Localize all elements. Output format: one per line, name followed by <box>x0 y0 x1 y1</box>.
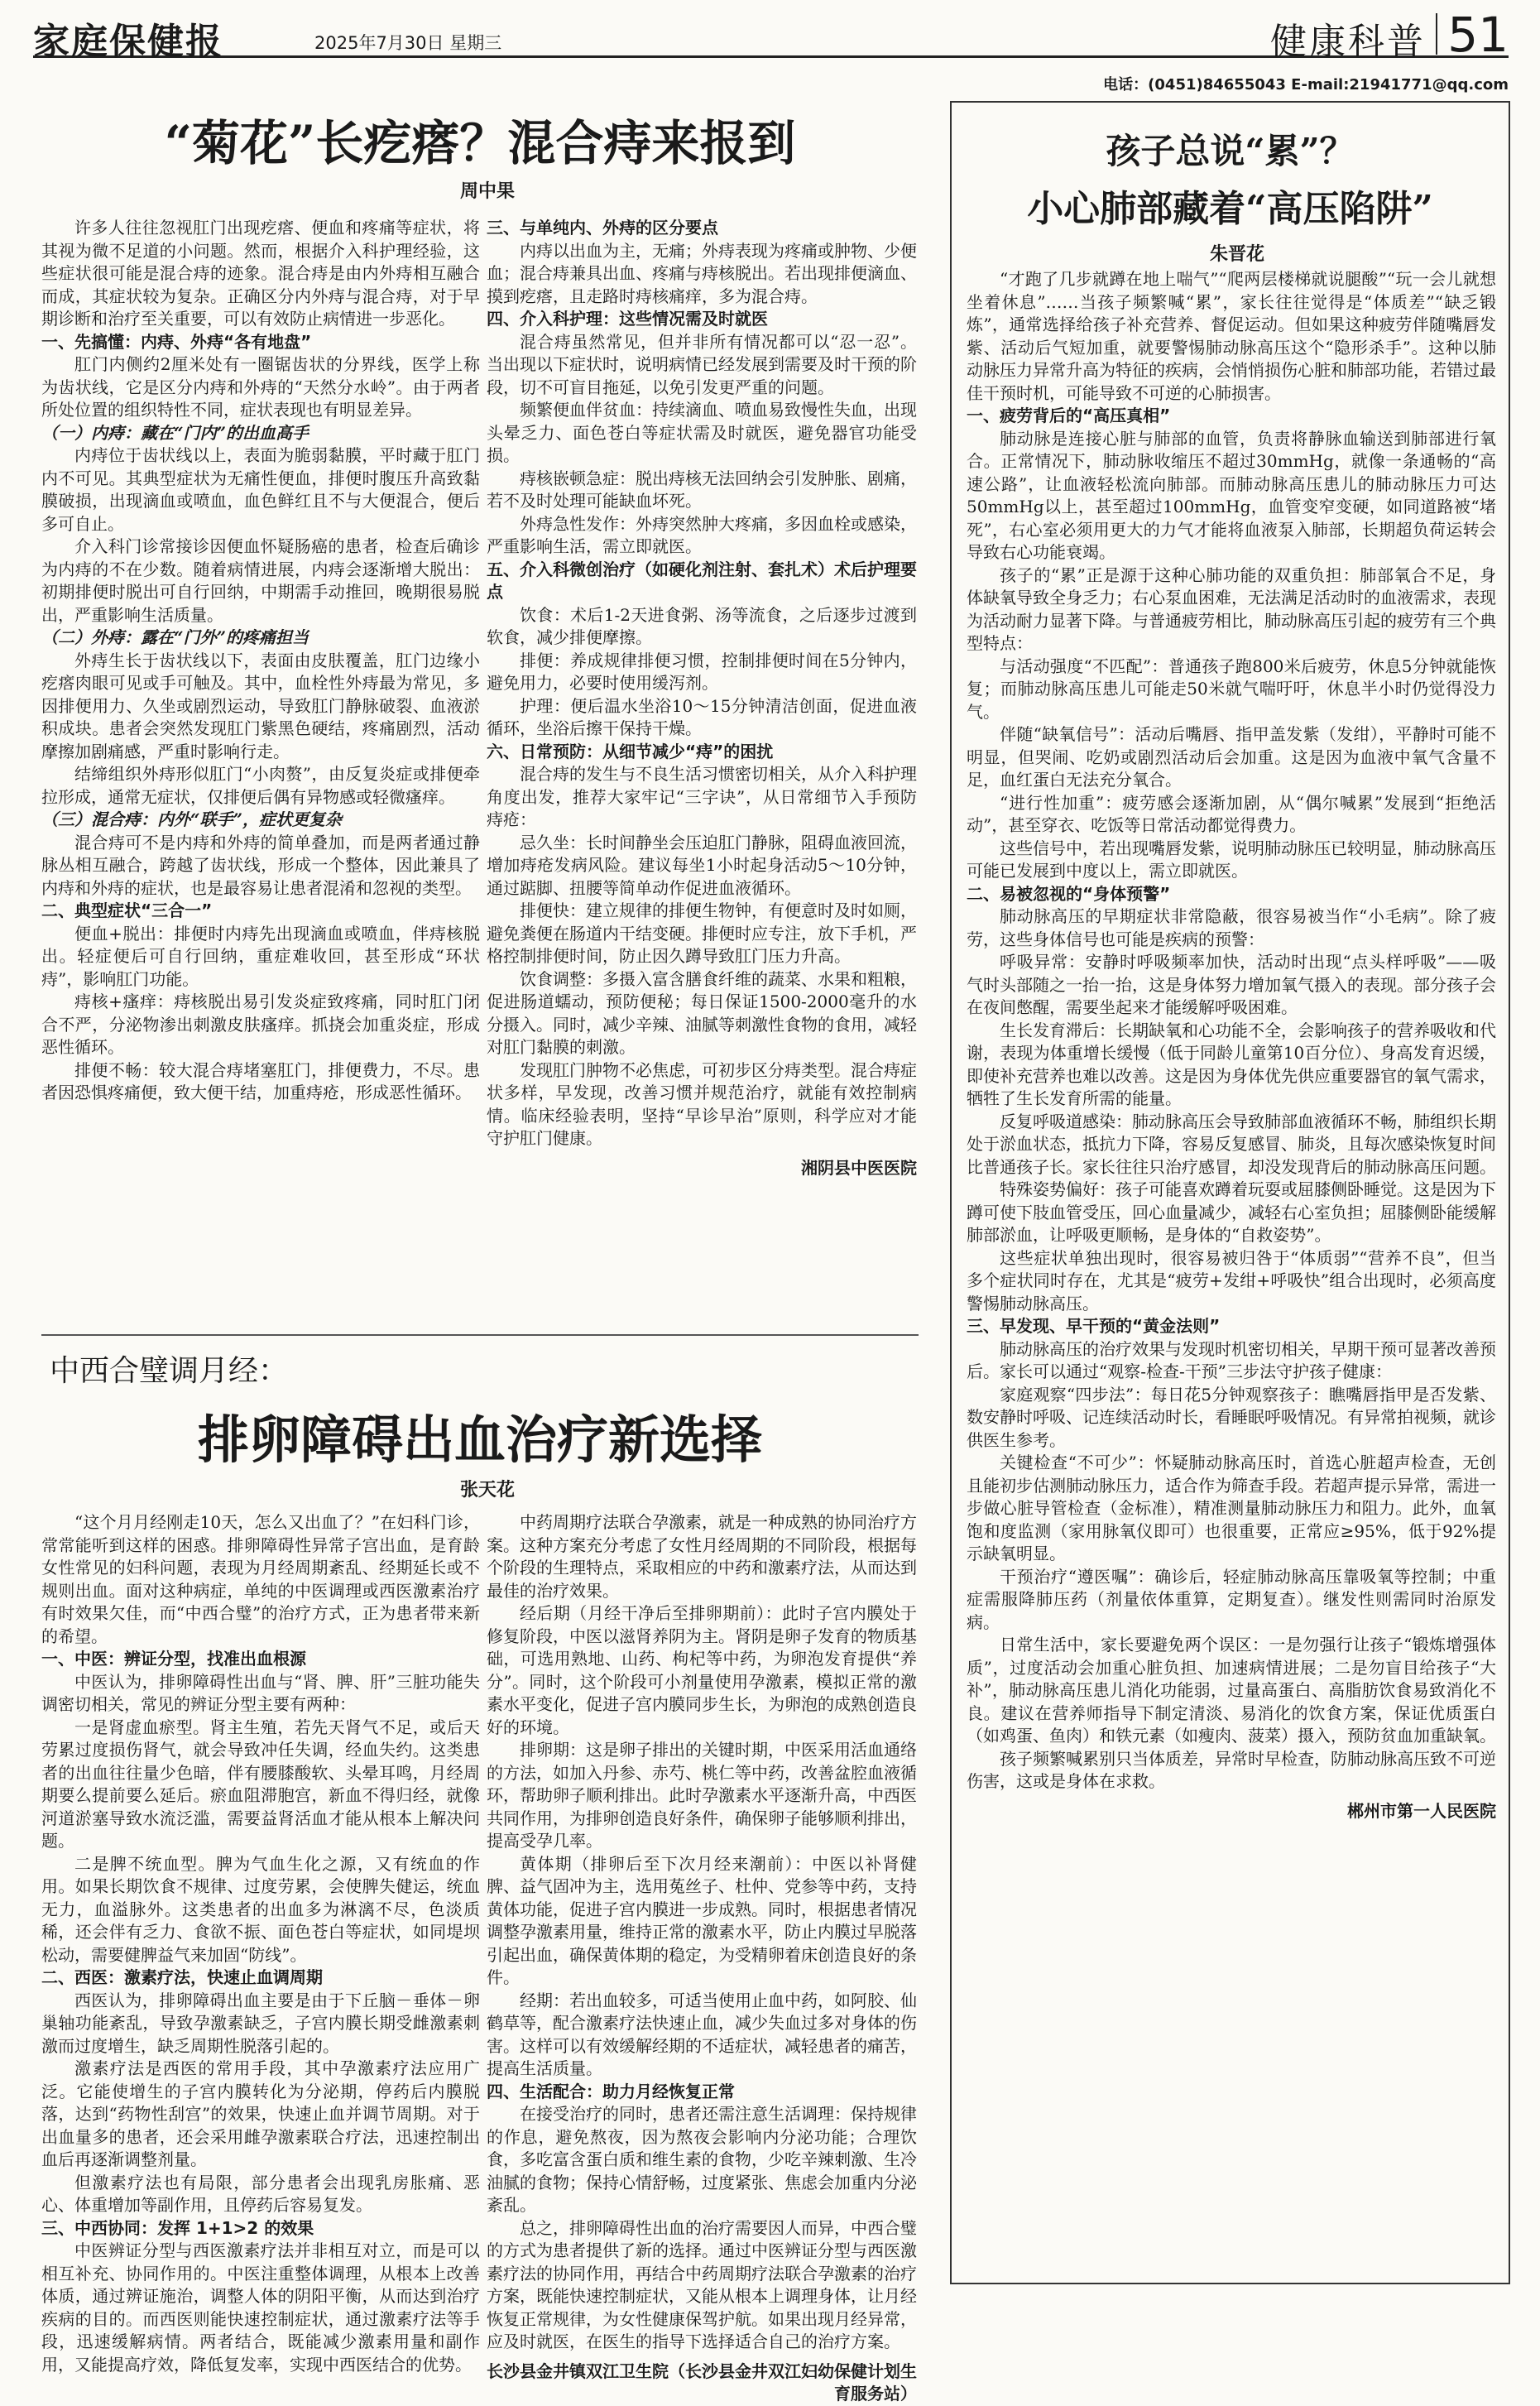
subsection-heading: （一）内痔：藏在“门内”的出血高手 <box>41 422 309 443</box>
paragraph: 与活动强度“不匹配”：普通孩子跑800米后疲劳，休息5分钟就能恢复；而肺动脉高压患儿可能走50米就气喘吁吁，休息半小时仍觉得没力气。 <box>967 656 1496 722</box>
section-heading: 二、典型症状“三合一” <box>41 900 213 920</box>
article1-author: 周中果 <box>460 181 516 202</box>
article2-column-2 <box>487 1511 917 2404</box>
article3-author: 朱晋花 <box>1210 244 1265 265</box>
paragraph: 肺动脉是连接心脏与肺部的血管，负责将静脉血输送到肺部进行氧合。正常情况下，肺动脉收缩压不超过30mmHg，就像一条通畅的“高速公路”，让血液轻松流向肺部。而肺动脉高压患儿的肺动脉压力可达50mmHg以上，甚至超过100mmHg，血管变窄变硬，如同道路被“堵死”，右心室必须用更大的力气才能将血液泵入肺部，长期超负荷运转会导致右心功能衰竭。 <box>967 428 1496 562</box>
paragraph: 伴随“缺氧信号”：活动后嘴唇、指甲盖发紫（发绀），平静时可能不明显，但哭闹、吃奶或剧烈活动后会加重。这是因为血液中氧气含量不足，血红蛋白无法充分氧合。 <box>967 724 1496 790</box>
section-heading: 一、中医：辨证分型，找准出血根源 <box>41 1649 306 1669</box>
paragraph: 生长发育滞后：长期缺氧和心功能不全，会影响孩子的营养吸收和代谢，表现为体重增长缓慢（低于同龄儿童第10百分位）、身高发育迟缓，即使补充营养也难以改善。这是因为身体优先供应重要器官的氧气需求，牺牲了生长发育所需的能量。 <box>967 1020 1496 1108</box>
subsection-heading: （二）外痔：露在“门外”的疼痛担当 <box>41 627 309 647</box>
subsection-heading: （三）混合痔：内外“联手”，症状更复杂 <box>41 809 343 829</box>
paragraph: 黄体期（排卵后至下次月经来潮前）：中医以补肾健脾、益气固冲为主，选用菟丝子、杜仲、党参等中药，支持黄体功能，促进子宫内膜进一步成熟。同时，根据患者情况调整孕激素用量，维持正常的激素水平，防止内膜过早脱落引起出血，确保黄体期的稳定，为受精卵着床创造良好的条件。 <box>487 1853 917 1987</box>
paragraph: 内痔以出血为主，无痛；外痔表现为疼痛或肿物、少便血；混合痔兼具出血、疼痛与痔核脱出。若出现排便滴血、摸到疙瘩，且走路时痔核痛痒，多为混合痔。 <box>487 240 917 306</box>
paragraph: 混合痔可不是内痔和外痔的简单叠加，而是两者通过静脉丛相互融合，跨越了齿状线，形成一个整体，因此兼具了内痔和外痔的症状，也是最容易让患者混淆和忽视的类型。 <box>41 832 480 898</box>
paragraph: 孩子频繁喊累别只当体质差，异常时早检查，防肺动脉高压致不可逆伤害，这或是身体在求救。 <box>967 1748 1496 1791</box>
paragraph: 中医认为，排卵障碍性出血与“肾、脾、肝”三脏功能失调密切相关，常见的辨证分型主要有两种： <box>41 1671 480 1714</box>
paragraph: 忌久坐：长时间静坐会压迫肛门静脉，阻碍血液回流，增加痔疮发病风险。建议每坐1小时起身活动5～10分钟，通过踮脚、扭腰等简单动作促进血液循环。 <box>487 832 917 898</box>
article1-title: “菊花”长疙瘩？混合痔来报到 <box>164 115 796 171</box>
paragraph: 许多人往往忽视肛门出现疙瘩、便血和疼痛等症状，将其视为微不足道的小问题。然而，根据介入科护理经验，这些症状很可能是混合痔的迹象。混合痔是由内外痔相互融合而成，其症状较为复杂。正确区分内外痔与混合痔，对于早期诊断和治疗至关重要，可以有效防止病情进一步恶化。 <box>41 218 480 329</box>
paragraph: “进行性加重”：疲劳感会逐渐加剧，从“偶尔喊累”发展到“拒绝活动”，甚至穿衣、吃饭等日常活动都觉得费力。 <box>967 792 1496 835</box>
paragraph: “才跑了几步就蹲在地上喘气”“爬两层楼梯就说腿酸”“玩一会儿就想坐着休息”……当孩子频繁喊“累”，家长往往觉得是“体质差”“缺乏锻炼”，通常选择给孩子补充营养、督促运动。但如果这种疲劳伴随嘴唇发紫、活动后气短加重，就要警惕肺动脉高压这个“隐形杀手”。这种以肺动脉压力异常升高为特征的疾病，会悄悄损伤心脏和肺部功能，若错过最佳干预时机，可能导致不可逆的心肺损害。 <box>967 269 1496 403</box>
paragraph: 痔核+瘙痒：痔核脱出易引发炎症致疼痛，同时肛门闭合不严，分泌物渗出刺激皮肤瘙痒。抓挠会加重炎症，形成恶性循环。 <box>41 992 480 1057</box>
paragraph: 经期：若出血较多，可适当使用止血中药，如阿胶、仙鹤草等，配合激素疗法快速止血，减少失血过多对身体的伤害。这样可以有效缓解经期的不适症状，减轻患者的痛苦，提高生活质量。 <box>487 1990 917 2078</box>
article2-author: 张天花 <box>460 1480 516 1501</box>
article-divider <box>41 1334 919 1336</box>
section-heading: 二、西医：激素疗法，快速止血调周期 <box>41 1967 323 1987</box>
paragraph: 中医辨证分型与西医激素疗法并非相互对立，而是可以相互补充、协同作用的。中医注重整体调理，从根本上改善体质，通过辨证施治，调整人体的阴阳平衡，从而达到治疗疾病的目的。而西医则能快速控制症状，通过激素疗法等手段，迅速缓解病情。两者结合，既能减少激素用量和副作用，又能提高疗效，降低复发率，实现中西医结合的优势。 <box>41 2240 480 2375</box>
contact-info: 电话：(0451)84655043 E-mail:21941771@qq.com <box>1103 76 1509 94</box>
paragraph: 发现肛门肿物不必焦虑，可初步区分痔类型。混合痔症状多样，早发现，改善习惯并规范治疗，就能有效控制病情。临床经验表明，坚持“早诊早治”原则，科学应对才能守护肛门健康。 <box>487 1059 917 1148</box>
section-heading: 四、生活配合：助力月经恢复正常 <box>487 2081 735 2101</box>
paragraph: 外痔急性发作：外痔突然肿大疼痛，多因血栓或感染，严重影响生活，需立即就医。 <box>487 513 917 556</box>
article1-column-1 <box>41 217 480 1318</box>
section-heading: 一、先搞懂：内痔、外痔“各有地盘” <box>41 331 312 352</box>
paragraph: 这些信号中，若出现嘴唇发紫，说明肺动脉压已较明显，肺动脉高压可能已发展到中度以上，需立即就医。 <box>967 838 1496 881</box>
article2-title: 排卵障碍出血治疗新选择 <box>197 1410 762 1470</box>
section-heading: 三、中西协同：发挥 1+1>2 的效果 <box>41 2217 314 2238</box>
paragraph: 频繁便血伴贫血：持续滴血、喷血易致慢性失血，出现头晕乏力、面色苍白等症状需及时就医，避免器官功能受损。 <box>487 400 917 465</box>
paragraph: 西医认为，排卵障碍出血主要是由于下丘脑－垂体－卵巢轴功能紊乱，导致孕激素缺乏，子宫内膜长期受雌激素刺激而过度增生，缺乏周期性脱落引起的。 <box>41 1990 480 2056</box>
masthead-divider <box>1436 13 1437 55</box>
paragraph: 排便不畅：较大混合痔堵塞肛门，排便费力，不尽。患者因恐惧疼痛便，致大便干结，加重痔疮，形成恶性循环。 <box>41 1059 480 1102</box>
paragraph: 排卵期：这是卵子排出的关键时期，中医采用活血通络的方法，如加入丹参、赤芍、桃仁等中药，改善盆腔血液循环，帮助卵子顺利排出。此时孕激素水平逐渐升高，中西医共同作用，为排卵创造良好条件，确保卵子能够顺利排出，提高受孕几率。 <box>487 1740 917 1851</box>
paragraph: 介入科门诊常接诊因便血怀疑肠癌的患者，检查后确诊为内痔的不在少数。随着病情进展，内痔会逐渐增大脱出：初期排便时脱出可自行回纳，中期需手动推回，晚期很易脱出，严重影响生活质量。 <box>41 536 480 625</box>
paragraph: 经后期（月经干净后至排卵期前）：此时子宫内膜处于修复阶段，中医以滋肾养阴为主。肾阴是卵子发育的物质基础，可选用熟地、山药、枸杞等中药，为卵泡发育提供“养分”。同时，这个阶段可小剂量使用孕激素，模拟正常的激素水平变化，促进子宫内膜同步生长，为卵泡的成熟创造良好的环境。 <box>487 1603 917 1737</box>
page-number: 51 <box>1447 7 1509 63</box>
paragraph: 肺动脉高压的早期症状非常隐蔽，很容易被当作“小毛病”。除了疲劳，这些身体信号也可能是疾病的预警： <box>967 906 1496 949</box>
paragraph: 但激素疗法也有局限，部分患者会出现乳房胀痛、恶心、体重增加等副作用，且停药后容易复发。 <box>41 2172 480 2215</box>
paragraph: 饮食：术后1-2天进食粥、汤等流食，之后逐步过渡到软食，减少排便摩擦。 <box>487 604 917 647</box>
paragraph: 这些症状单独出现时，很容易被归咎于“体质弱”“营养不良”，但当多个症状同时存在，尤其是“疲劳+发绀+呼吸快”组合出现时，必须高度警惕肺动脉高压。 <box>967 1247 1496 1313</box>
paragraph: 便血+脱出：排便时内痔先出现滴血或喷血，伴痔核脱出。轻症便后可自行回纳，重症难收回，甚至形成“环状痔”，影响肛门功能。 <box>41 923 480 989</box>
credit-line: 郴州市第一人民医院 <box>1347 1800 1496 1821</box>
paragraph: 排便：养成规律排便习惯，控制排便时间在5分钟内，避免用力，必要时使用缓泻剂。 <box>487 650 917 693</box>
paragraph: 混合痔虽然常见，但并非所有情况都可以“忍一忍”。当出现以下症状时，说明病情已经发展到需要及时干预的阶段，切不可盲目拖延，以免引发更严重的问题。 <box>487 331 917 397</box>
section-heading: 四、介入科护理：这些情况需及时就医 <box>487 309 768 329</box>
paragraph: 特殊姿势偏好：孩子可能喜欢蹲着玩耍或屈膝侧卧睡觉。这是因为下蹲可使下肢血管受压，回心血量减少，减轻右心室负担；屈膝侧卧能缓解肺部淤血，让呼吸更顺畅，是身体的“自救姿势”。 <box>967 1179 1496 1245</box>
paragraph: 外痔生长于齿状线以下，表面由皮肤覆盖，肛门边缘小疙瘩肉眼可见或手可触及。其中，血栓性外痔最为常见，多因排便用力、久坐或剧烈运动，导致肛门静脉破裂、血液淤积成块。患者会突然发现肛门紫黑色硬结，疼痛剧烈，活动摩擦加剧痛感，严重时影响行走。 <box>41 650 480 761</box>
article2-kicker: 中西合璧调月经： <box>50 1354 289 1388</box>
section-heading: 二、易被忽视的“身体预警” <box>967 883 1171 904</box>
paragraph: 饮食调整：多摄入富含膳食纤维的蔬菜、水果和粗粮，促进肠道蠕动，预防便秘；每日保证1500-2000毫升的水分摄入。同时，减少辛辣、油腻等刺激性食物的食用，减轻对肛门黏膜的刺激。 <box>487 968 917 1057</box>
section-heading: 三、早发现、早干预的“黄金法则” <box>967 1316 1221 1336</box>
paragraph: 总之，排卵障碍性出血的治疗需要因人而异，中西合璧的方式为患者提供了新的选择。通过中医辨证分型与西医激素疗法的协同作用，再结合中药周期疗法联合孕激素的治疗方案，既能快速控制症状，又能从根本上调理身体，让月经恢复正常规律，为女性健康保驾护航。如果出现月经异常，应及时就医，在医生的指导下选择适合自己的治疗方案。 <box>487 2217 917 2351</box>
paragraph: 二是脾不统血型。脾为气血生化之源，又有统血的作用。如果长期饮食不规律、过度劳累，会使脾失健运，统血无力，血溢脉外。这类患者的出血多为淋漓不尽，色淡质稀，还会伴有乏力、食欲不振、面色苍白等症状，如同堤坝松动，需要健脾益气来加固“防线”。 <box>41 1853 480 1965</box>
paragraph: 结缔组织外痔形似肛门“小肉赘”，由反复炎症或排便牵拉形成，通常无症状，仅排便后偶有异物感或轻微瘙痒。 <box>41 764 480 807</box>
article1-column-2 <box>487 217 917 1330</box>
section-title: 健康科普 <box>1270 21 1426 63</box>
paragraph: 中药周期疗法联合孕激素，就是一种成熟的协同治疗方案。这种方案充分考虑了女性月经周期的不同阶段，根据每个阶段的生理特点，采取相应的中药和激素疗法，从而达到最佳的治疗效果。 <box>487 1512 917 1601</box>
paragraph: 排便快：建立规律的排便生物钟，有便意时及时如厕，避免粪便在肠道内干结变硬。排便时应专注，放下手机，严格控制排便时间，防止因久蹲导致肛门压力升高。 <box>487 900 917 966</box>
paragraph: 一是肾虚血瘀型。肾主生殖，若先天肾气不足，或后天劳累过度损伤肾气，就会导致冲任失调，经血失约。这类患者的出血往往量少色暗，伴有腰膝酸软、头晕耳鸣，月经周期要么提前要么延后。瘀血阻滞胞宫，新血不得归经，就像河道淤塞导致水流泛滥，需要益肾活血才能从根本上解决问题。 <box>41 1717 480 1851</box>
paragraph: 护理：便后温水坐浴10～15分钟清洁创面，促进血液循环，坐浴后擦干保持干燥。 <box>487 695 917 738</box>
paragraph: 关键检查“不可少”：怀疑肺动脉高压时，首选心脏超声检查，无创且能初步估测肺动脉压力，适合作为筛查手段。若超声提示异常，需进一步做心脏导管检查（金标准），精准测量肺动脉压力和阻力。此外，血氧饱和度监测（家用脉氧仪即可）也很重要，正常应≥95%，低于92%提示缺氧明显。 <box>967 1453 1496 1563</box>
issue-date: 2025年7月30日 星期三 <box>314 33 502 53</box>
paragraph: 日常生活中，家长要避免两个误区：一是勿强行让孩子“锻炼增强体质”，过度活动会加重心脏负担、加速病情进展；二是勿盲目给孩子“大补”，肺动脉高压患儿消化功能弱，过量高蛋白、高脂肪饮食易致消化不良。建议在营养师指导下制定清淡、易消化的饮食方案，保证优质蛋白（如鸡蛋、鱼肉）和铁元素（如瘦肉、菠菜）摄入，预防贫血加重缺氧。 <box>967 1635 1496 1746</box>
paragraph: 在接受治疗的同时，患者还需注意生活调理：保持规律的作息，避免熬夜，因为熬夜会影响内分泌功能；合理饮食，多吃富含蛋白质和维生素的食物，少吃辛辣刺激、生冷油腻的食物；保持心情舒畅，过度紧张、焦虑会加重内分泌紊乱。 <box>487 2104 917 2215</box>
masthead <box>33 7 1509 63</box>
newspaper-name: 家庭保健报 <box>33 21 223 63</box>
section-heading: 一、疲劳背后的“高压真相” <box>967 406 1171 425</box>
article2-column-1 <box>41 1511 480 2375</box>
article3-body <box>967 268 1496 2271</box>
paragraph: 肺动脉高压的治疗效果与发现时机密切相关，早期干预可显著改善预后。家长可以通过“观察-检查-干预”三步法守护孩子健康： <box>967 1338 1496 1381</box>
paragraph: 反复呼吸道感染：肺动脉高压会导致肺部血液循环不畅，肺组织长期处于淤血状态，抵抗力下降，容易反复感冒、肺炎，且每次感染恢复时间比普通孩子长。家长往往只治疗感冒，却没发现背后的肺动脉高压问题。 <box>967 1111 1496 1177</box>
paragraph: 干预治疗“遵医嘱”：确诊后，轻症肺动脉高压靠吸氧等控制；中重症需服降肺压药（剂量依体重算，定期复查）。继发性则需同时治原发病。 <box>967 1566 1496 1632</box>
paragraph: 激素疗法是西医的常用手段，其中孕激素疗法应用广泛。它能使增生的子宫内膜转化为分泌期，停药后内膜脱落，达到“药物性刮宫”的效果，快速止血并调节周期。对于出血量多的患者，还会采用雌孕激素联合疗法，迅速控制出血后再逐渐调整剂量。 <box>41 2058 480 2169</box>
section-heading: 三、与单纯内、外痔的区分要点 <box>487 218 718 238</box>
credit-line: 长沙县金井镇双江卫生院（长沙县金井双江妇幼保健计划生育服务站） <box>487 2360 917 2404</box>
paragraph: 肛门内侧约2厘米处有一圈锯齿状的分界线，医学上称为齿状线，它是区分内痔和外痔的“天然分水岭”。由于两者所处位置的组织特性不同，症状表现也有明显差异。 <box>41 354 480 420</box>
article3-title-line-2: 小心肺部藏着“高压陷阱” <box>1027 188 1433 230</box>
section-heading: 五、介入科微创治疗（如硬化剂注射、套扎术）术后护理要点 <box>487 559 917 602</box>
paragraph: “这个月月经刚走10天，怎么又出血了？”在妇科门诊，常常能听到这样的困惑。排卵障碍性异常子宫出血，是育龄女性常见的妇科问题，表现为月经周期紊乱、经期延长或不规则出血。面对这种病症，单纯的中医调理或西医激素治疗有时效果欠佳，而“中西合璧”的治疗方式，正为患者带来新的希望。 <box>41 1512 480 1646</box>
credit-line: 湘阴县中医医院 <box>801 1157 917 1178</box>
paragraph: 内痔位于齿状线以上，表面为脆弱黏膜，平时藏于肛门内不可见。其典型症状为无痛性便血，排便时腹压升高致黏膜破损，出现滴血或喷血，血色鲜红且不与大便混合，便后多可自止。 <box>41 445 480 534</box>
section-heading: 六、日常预防：从细节减少“痔”的困扰 <box>487 741 774 761</box>
paragraph: 呼吸异常：安静时呼吸频率加快，活动时出现“点头样呼吸”——吸气时头部随之一抬一抬，这是身体努力增加氧气摄入的表现。部分孩子会在夜间憋醒，需要坐起来才能缓解呼吸困难。 <box>967 952 1496 1017</box>
paragraph: 混合痔的发生与不良生活习惯密切相关，从介入科护理角度出发，推荐大家牢记“三字诀”，从日常细节入手预防痔疮： <box>487 764 917 829</box>
article3-title-line-1: 孩子总说“累”？ <box>1106 131 1355 171</box>
paragraph: 孩子的“累”正是源于这种心肺功能的双重负担：肺部氧合不足，身体缺氧导致全身乏力；右心泵血困难，无法满足活动时的血液需求，表现为活动耐力显著下降。与普通疲劳相比，肺动脉高压引起的疲劳有三个典型特点： <box>967 564 1496 653</box>
paragraph: 家庭观察“四步法”：每日花5分钟观察孩子：瞧嘴唇指甲是否发紫、数安静时呼吸、记连续活动时长，看睡眠呼吸情况。有异常拍视频，就诊供医生参考。 <box>967 1384 1496 1450</box>
paragraph: 痔核嵌顿急症：脱出痔核无法回纳会引发肿胀、剧痛，若不及时处理可能缺血坏死。 <box>487 468 917 511</box>
